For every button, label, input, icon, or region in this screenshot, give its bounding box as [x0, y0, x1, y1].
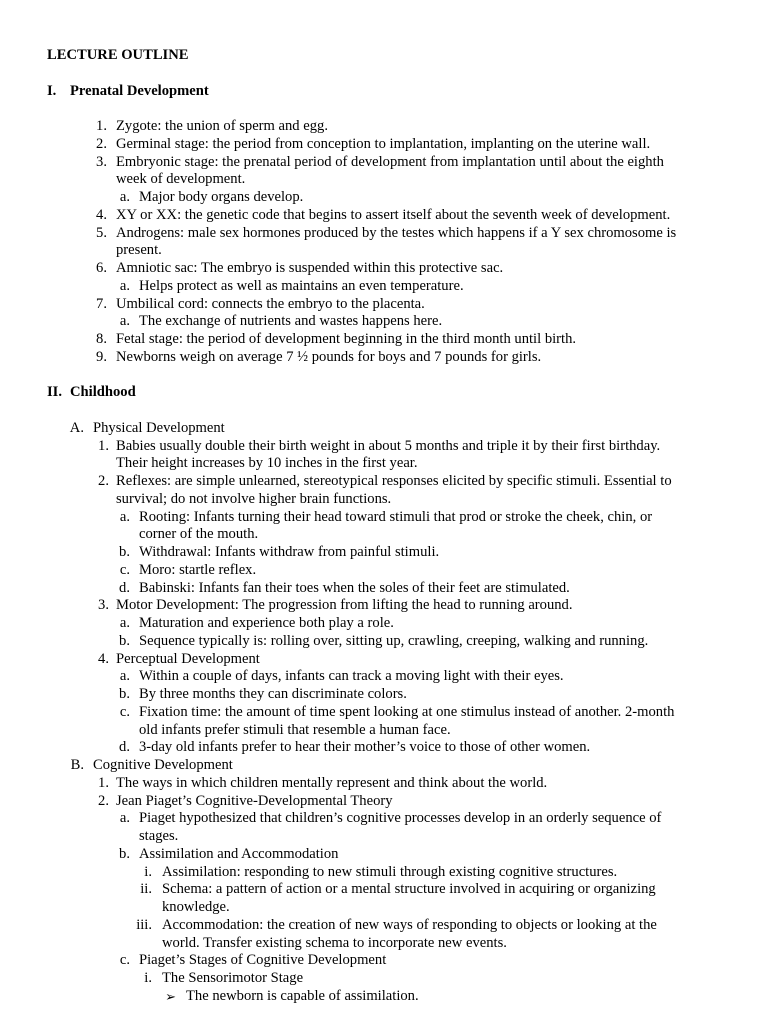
list-item-text: The newborn is capable of assimilation. [186, 987, 419, 1004]
list-marker: b. [119, 632, 130, 649]
list-item-text: Assimilation: responding to new stimuli through existing cognitive structures. [162, 863, 618, 880]
list-item-text: Newborns weigh on average 7 ½ pounds for boys and 7 pounds for girls. [116, 348, 542, 365]
list-item-text: Motor Development: The progression from lifting the head to running around. [116, 597, 573, 614]
list-marker: 4. [96, 206, 107, 223]
list-marker: i. [144, 970, 152, 986]
list-item-text: Schema: a pattern of action or a mental structure involved in acquiring or organizing [162, 881, 656, 898]
list-marker: b. [119, 845, 130, 862]
list-marker: 6. [96, 260, 107, 276]
section-heading-text: Childhood [70, 384, 136, 401]
list-marker: iii. [136, 916, 152, 933]
list-marker: a. [119, 189, 130, 205]
list-item-text: By three months they can discriminate colors. [139, 686, 407, 702]
list-item-text: The ways in which children mentally represent and think about the world. [116, 774, 548, 791]
list-marker: 3. [96, 153, 107, 170]
list-item-text: Maturation and experience both play a role. [139, 615, 394, 631]
list-item-text: Within a couple of days, infants can track a moving light with their eyes. [139, 668, 564, 685]
list-item-text: Reflexes: are simple unlearned, stereotypical responses elicited by specific stimuli. Essential to [116, 473, 672, 489]
list-item-text: The Sensorimotor Stage [162, 970, 304, 986]
list-item-text: Umbilical cord: connects the embryo to the placenta. [116, 295, 425, 312]
list-item-text: survival; do not involve higher brain functions. [116, 490, 392, 507]
list-marker: 3. [98, 597, 109, 614]
list-item-text: Germinal stage: the period from conception to implantation, implanting on the uterine wall. [116, 135, 651, 152]
bullet-arrow-icon: ➢ [165, 988, 176, 1004]
list-marker: 7. [96, 295, 107, 312]
list-marker: a. [119, 668, 130, 685]
list-item-text: Piaget’s Stages of Cognitive Development [139, 952, 387, 969]
list-marker: 4. [98, 650, 109, 667]
section-numeral: II. [47, 384, 63, 401]
list-marker: d. [119, 739, 130, 756]
list-item-text: Babies usually double their birth weight in about 5 months and triple it by their first birthday. [116, 437, 661, 454]
list-marker: a. [119, 313, 130, 330]
list-marker: ii. [140, 881, 152, 898]
list-marker: 2. [96, 135, 107, 152]
list-item-text: stages. [139, 828, 179, 844]
list-item-text: world. Transfer existing schema to incorporate new events. [162, 934, 507, 951]
list-item-text: Accommodation: the creation of new ways of responding to objects or looking at the [162, 916, 657, 933]
list-item-text: old infants prefer stimuli that resemble a human face. [139, 721, 451, 738]
list-item-text: 3-day old infants prefer to hear their mother’s voice to those of other women. [139, 739, 591, 756]
subsection-heading-text: Physical Development [93, 419, 225, 436]
list-item-text: Assimilation and Accommodation [139, 845, 339, 862]
list-marker: 1. [98, 774, 109, 791]
list-marker: 5. [96, 224, 107, 241]
list-marker: 1. [98, 437, 109, 454]
list-item-text: Amniotic sac: The embryo is suspended within this protective sac. [116, 260, 504, 276]
list-item-text: Withdrawal: Infants withdraw from painful stimuli. [139, 544, 440, 560]
list-marker: A. [69, 419, 84, 436]
list-item-text: Sequence typically is: rolling over, sitting up, crawling, creeping, walking and running. [139, 632, 649, 649]
list-marker: a. [119, 277, 130, 294]
list-marker: i. [144, 863, 152, 880]
list-item-text: Rooting: Infants turning their head toward stimuli that prod or stroke the cheek, chin, or [139, 508, 653, 525]
list-marker: c. [119, 561, 130, 578]
subsection-heading-text: Cognitive Development [93, 757, 233, 773]
list-item-text: Embryonic stage: the prenatal period of development from implantation until about the eighth [116, 153, 664, 170]
list-marker: 2. [98, 473, 109, 489]
list-marker: b. [119, 686, 130, 702]
list-marker: b. [119, 544, 130, 560]
list-marker: a. [119, 508, 130, 525]
list-item-text: week of development. [116, 171, 246, 188]
list-item-text: Their height increases by 10 inches in the first year. [116, 455, 418, 472]
list-marker: 8. [96, 331, 107, 347]
list-item-text: corner of the mouth. [139, 526, 259, 543]
list-item-text: Androgens: male sex hormones produced by the testes which happens if a Y sex chromosome is [116, 224, 677, 241]
list-item-text: Fixation time: the amount of time spent looking at one stimulus instead of another. 2-month [139, 703, 675, 720]
list-marker: 2. [98, 792, 109, 809]
list-item-text: present. [116, 242, 162, 259]
list-item-text: Perceptual Development [116, 650, 260, 667]
list-marker: c. [119, 703, 130, 720]
list-marker: B. [70, 757, 84, 773]
list-item-text: Jean Piaget’s Cognitive-Developmental Theory [116, 792, 393, 809]
list-item-text: Zygote: the union of sperm and egg. [116, 118, 328, 134]
list-marker: a. [119, 615, 130, 631]
list-item-text: Helps protect as well as maintains an even temperature. [139, 277, 464, 294]
list-item-text: Babinski: Infants fan their toes when the soles of their feet are stimulated. [139, 579, 570, 596]
list-marker: c. [119, 952, 130, 969]
list-item-text: Piaget hypothesized that children’s cognitive processes develop in an orderly sequence of [139, 810, 662, 827]
list-item-text: Major body organs develop. [139, 189, 304, 205]
list-marker: d. [119, 579, 130, 596]
list-item-text: Fetal stage: the period of development beginning in the third month until birth. [116, 331, 577, 347]
list-item-text: The exchange of nutrients and wastes happens here. [139, 313, 443, 330]
list-item-text: Moro: startle reflex. [139, 561, 257, 578]
list-marker: 1. [96, 118, 107, 134]
section-heading-text: Prenatal Development [70, 82, 209, 99]
list-marker: 9. [96, 348, 107, 365]
list-item-text: knowledge. [162, 899, 230, 915]
list-item-text: XY or XX: the genetic code that begins to assert itself about the seventh week of development. [116, 206, 671, 223]
section-numeral: I. [47, 82, 57, 99]
document-title: LECTURE OUTLINE [47, 47, 189, 63]
list-marker: a. [119, 810, 130, 827]
